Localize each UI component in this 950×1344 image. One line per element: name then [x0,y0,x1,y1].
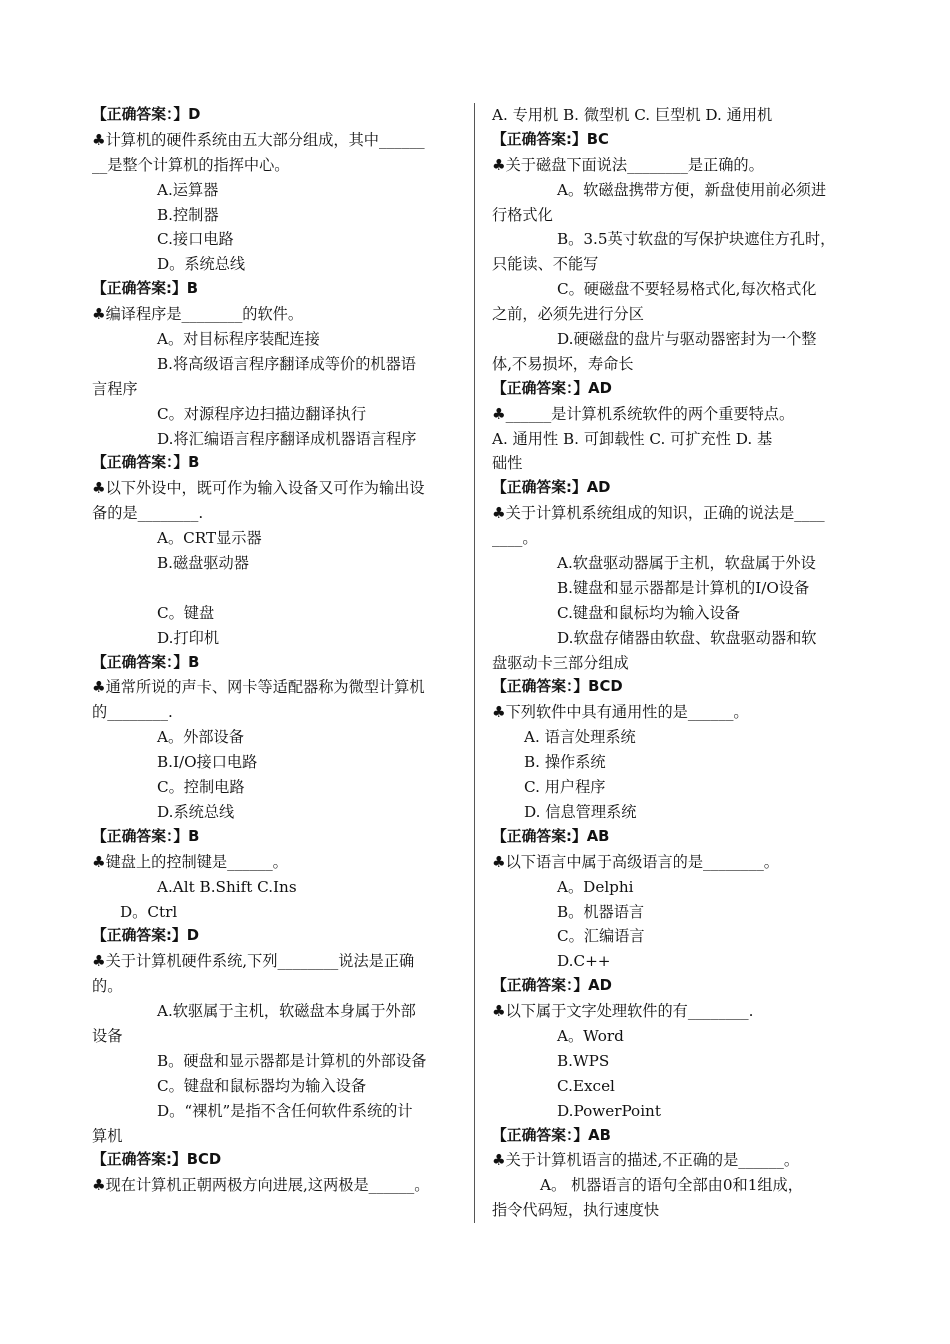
left-column [92,103,462,1198]
question-line: 之前，必须先进行分区 [492,305,644,324]
question-line: 的。 [92,977,123,996]
option-line: D。系统总线 [157,255,246,274]
answer-line: 【正确答案：】D [92,106,201,123]
question-line: 言程序 [92,379,138,398]
answer-line: 【正确答案：】AD [492,379,612,397]
option-line: A。 机器语言的语句全部由0和1组成， [540,1176,803,1195]
option-line: C。汇编语言 [557,927,645,946]
option-line: C。键盘和鼠标器均为输入设备 [157,1076,367,1095]
answer-line: 【正确答案:】AB [492,827,610,845]
option-line: A。Word [557,1026,624,1045]
answer-line: 【正确答案：】B [92,653,200,671]
answer-line: 【正确答案：】BCD [492,678,623,696]
right-column [492,103,862,1223]
option-line: D. 信息管理系统 [524,802,637,821]
blank-line [92,576,462,601]
question-line: ____。 [492,529,538,548]
question-line: ♣通常所说的声卡、网卡等适配器称为微型计算机 [92,678,425,697]
option-line: C。对源程序边扫描边翻译执行 [157,404,367,423]
option-line: A。Delphi [557,877,634,896]
answer-line: 【正确答案:】BCD [92,1151,222,1169]
answer-line: 【正确答案：】AD [492,977,612,995]
answer-line: 【正确答案：】AB [492,1126,611,1144]
option-line: A。CRT显示器 [157,529,262,548]
answer-line: 【正确答案:】BC [492,130,609,148]
option-line: A。对目标程序装配连接 [157,330,320,349]
option-line: C。硬磁盘不要轻易格式化,每次格式化 [557,280,817,299]
option-line: B.WPS [557,1051,610,1070]
option-line: D.硬磁盘的盘片与驱动器密封为一个整 [557,330,817,349]
option-line: D.系统总线 [157,802,235,821]
option-line: B.控制器 [157,205,219,224]
question-line: ♣关于计算机语言的描述,不正确的是______。 [492,1151,800,1170]
question-line: ♣关于计算机系统组成的知识，正确的说法是____ [492,504,825,523]
option-line: B.I/O接口电路 [157,753,258,772]
question-line: ♣以下外设中，既可作为输入设备又可作为输出设 [92,479,425,498]
question-line: ♣以下语言中属于高级语言的是________。 [492,852,779,871]
question-line: 指令代码短，执行速度快 [492,1201,660,1220]
question-line: 设备 [92,1026,123,1045]
option-line: C.接口电路 [157,230,234,249]
question-line: ♣计算机的硬件系统由五大部分组成，其中______ [92,130,425,149]
question-line: 盘驱动卡三部分组成 [492,653,629,672]
question-line: ♣编译程序是________的软件。 [92,305,304,324]
option-line: D.PowerPoint [557,1101,661,1120]
option-line: B.将高级语言程序翻译成等价的机器语 [157,354,416,373]
question-line: ♣以下属于文字处理软件的有________. [492,1002,754,1021]
answer-line: 【正确答案:】B [92,280,198,298]
option-line: A. 语言处理系统 [524,728,636,747]
question-line: 础性 [492,454,523,473]
question-line: A. 专用机 B. 微型机 C. 巨型机 D. 通用机 [492,106,773,124]
column-divider [474,103,475,1223]
question-line: A. 通用性 B. 可卸载性 C. 可扩充性 D. 基 [492,429,773,448]
option-line: A。外部设备 [157,728,244,747]
answer-line: 【正确答案:】D [92,927,199,945]
option-line: D.软盘存储器由软盘、软盘驱动器和软 [557,628,817,647]
option-line: C。控制电路 [157,778,245,797]
option-line: A.软盘驱动器属于主机，软盘属于外设 [557,554,816,573]
question-line: 算机 [92,1126,123,1145]
question-line: __是整个计算机的指挥中心。 [92,155,290,174]
option-line: D.C++ [557,952,611,971]
option-line: C。键盘 [157,603,215,622]
answer-line: 【正确答案：】B [92,454,200,472]
question-line: ♣键盘上的控制键是______。 [92,852,288,871]
question-line: 的________. [92,703,173,722]
option-line: B。机器语言 [557,902,645,921]
option-line: A。软磁盘携带方便，新盘使用前必须进 [557,180,827,199]
question-line: ♣关于计算机硬件系统,下列________说法是正确 [92,952,415,971]
option-line: D.将汇编语言程序翻译成机器语言程序 [157,429,417,448]
option-line: D。“裸机”是指不含任何软件系统的计 [157,1101,413,1120]
option-line: B。3.5英寸软盘的写保护块遮住方孔时， [557,230,836,249]
question-line: 备的是________. [92,504,204,523]
option-line: C. 用户程序 [524,778,606,797]
option-line: D。Ctrl [120,902,178,921]
option-line: B. 操作系统 [524,753,606,772]
question-line: 行格式化 [492,205,553,224]
question-line: ♣下列软件中具有通用性的是______。 [492,703,749,722]
option-line: A.运算器 [157,180,219,199]
option-line: A.软驱属于主机，软磁盘本身属于外部 [157,1002,416,1021]
question-line: ♣现在计算机正朝两极方向进展,这两极是______。 [92,1176,430,1195]
option-line: C.键盘和鼠标均为输入设备 [557,603,740,622]
answer-line: 【正确答案：】B [92,827,200,845]
option-line: A.Alt B.Shift C.Ins [157,877,297,896]
option-line: B.键盘和显示器都是计算机的I/O设备 [557,578,810,597]
answer-line: 【正确答案:】AD [492,479,611,497]
question-line: 只能读、不能写 [492,255,599,274]
question-line: 体,不易损坏，寿命长 [492,354,634,373]
option-line: B。硬盘和显示器都是计算机的外部设备 [157,1051,427,1070]
question-line: ♣______是计算机系统软件的两个重要特点。 [492,404,795,423]
option-line: B.磁盘驱动器 [157,554,249,573]
option-line: C.Excel [557,1076,615,1095]
option-line: D.打印机 [157,628,220,647]
question-line: ♣关于磁盘下面说法________是正确的。 [492,155,764,174]
